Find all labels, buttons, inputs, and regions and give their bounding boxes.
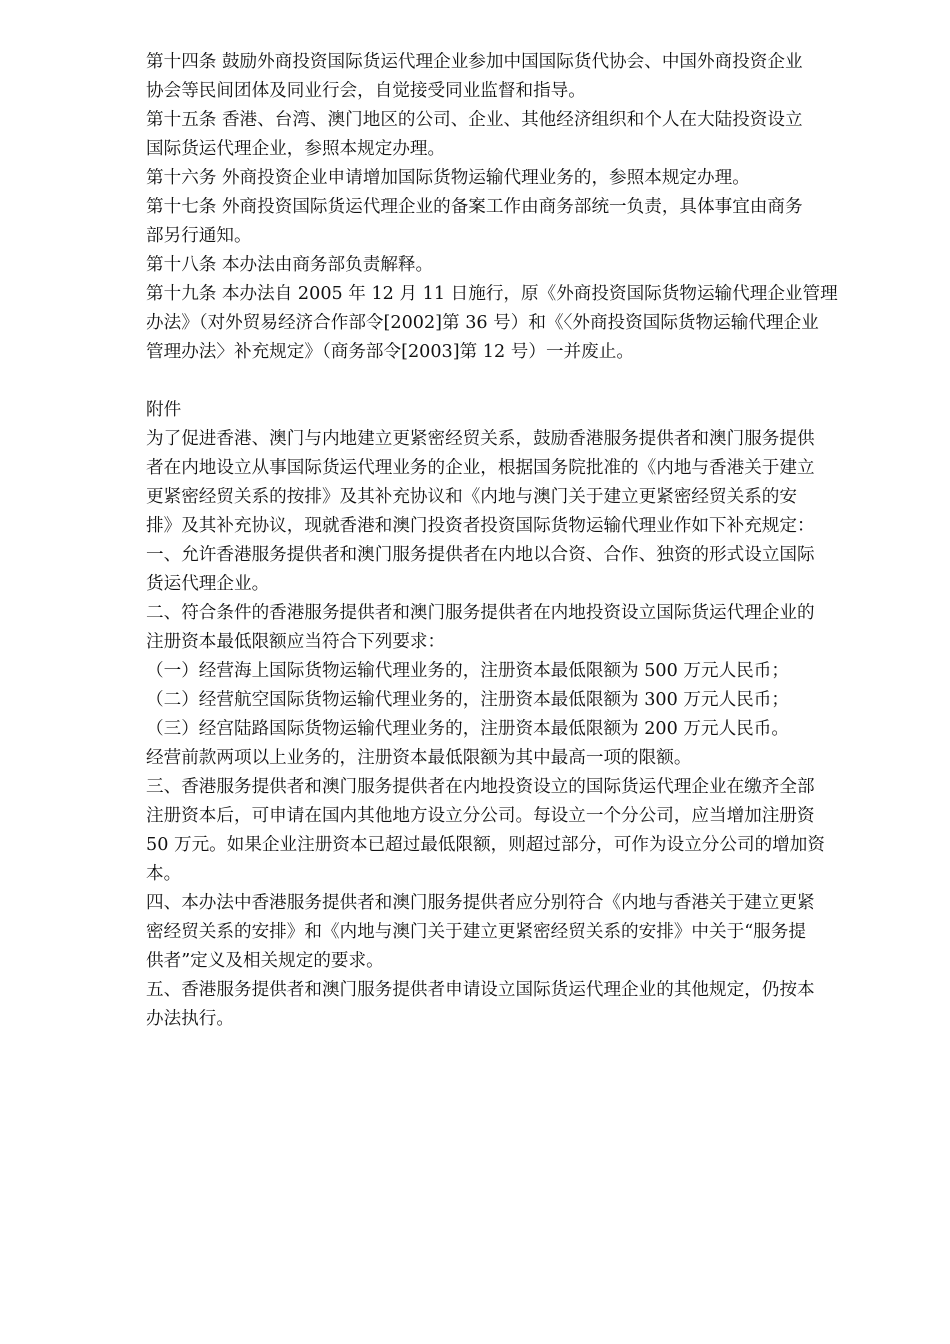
text-line: 经营前款两项以上业务的，注册资本最低限额为其中最高一项的限额。 [146,748,692,768]
text-line: 第十五条 香港、台湾、澳门地区的公司、企业、其他经济组织和个人在大陆投资设立 [146,110,803,130]
text-line: （三）经宫陆路国际货物运输代理业务的，注册资本最低限额为 200 万元人民币。 [146,719,789,739]
text-line: 第十八条 本办法由商务部负责解释。 [146,255,434,275]
text-line: 协会等民间团体及同业行会，自觉接受同业监督和指导。 [146,81,586,101]
text-line: 第十七条 外商投资国际货运代理企业的备案工作由商务部统一负责，具体事宜由商务 [146,197,803,217]
text-line: 排》及其补充协议，现就香港和澳门投资者投资国际货物运输代理业作如下补充规定： [146,516,815,536]
text-line: 者在内地设立从事国际货运代理业务的企业，根据国务院批准的《内地与香港关于建立 [146,458,815,478]
text-line: 五、香港服务提供者和澳门服务提供者申请设立国际货运代理企业的其他规定，仍按本 [146,980,815,1000]
text-line: 本。 [146,864,182,884]
text-line: 第十六务 外商投资企业申请增加国际货物运输代理业务的，参照本规定办理。 [146,168,750,188]
text-line: 四、本办法中香港服务提供者和澳门服务提供者应分别符合《内地与香港关于建立更紧 [146,893,815,913]
text-line: 密经贸关系的安排》和《内地与澳门关于建立更紧密经贸关系的安排》中关于“服务提 [146,922,806,942]
text-line: （一）经营海上国际货物运输代理业务的，注册资本最低限额为 500 万元人民币； [146,661,789,681]
text-line: 注册资本最低限额应当符合下列要求： [146,632,446,652]
text-line: 更紧密经贸关系的按排》及其补充协议和《内地与澳门关于建立更紧密经贸关系的安 [146,487,797,507]
text-line: （二）经营航空国际货物运输代理业务的，注册资本最低限额为 300 万元人民币； [146,690,789,710]
text-line: 办法执行。 [146,1009,234,1029]
text-line: 为了促进香港、澳门与内地建立更紧密经贸关系，鼓励香港服务提供者和澳门服务提供 [146,429,815,449]
text-line: 三、香港服务提供者和澳门服务提供者在内地投资设立的国际货运代理企业在缴齐全部 [146,777,815,797]
text-line: 供者”定义及相关规定的要求。 [146,951,384,971]
appendix-heading: 附件 [146,400,182,420]
text-line: 注册资本后，可申请在国内其他地方设立分公司。每设立一个分公司，应当增加注册资 [146,806,815,826]
text-line: 一、允许香港服务提供者和澳门服务提供者在内地以合资、合作、独资的形式设立国际 [146,545,815,565]
text-line: 第十九条 本办法自 2005 年 12 月 11 日施行，原《外商投资国际货物运输代理企业管理 [146,284,838,304]
text-line: 国际货运代理企业，参照本规定办理。 [146,139,446,159]
text-line: 管理办法〉补充规定》（商务部令[2003]第 12 号）一并废止。 [146,342,634,362]
text-line: 第十四条 鼓励外商投资国际货运代理企业参加中国国际货代协会、中国外商投资企业 [146,52,803,72]
text-line: 50 万元。如果企业注册资本已超过最低限额，则超过部分，可作为设立分公司的增加资 [146,835,825,855]
text-line: 部另行通知。 [146,226,252,246]
text-line: 货运代理企业。 [146,574,270,594]
text-line: 二、符合条件的香港服务提供者和澳门服务提供者在内地投资设立国际货运代理企业的 [146,603,815,623]
text-line: 办法》（对外贸易经济合作部令[2002]第 36 号）和《〈外商投资国际货物运输代理企业 [146,313,819,333]
